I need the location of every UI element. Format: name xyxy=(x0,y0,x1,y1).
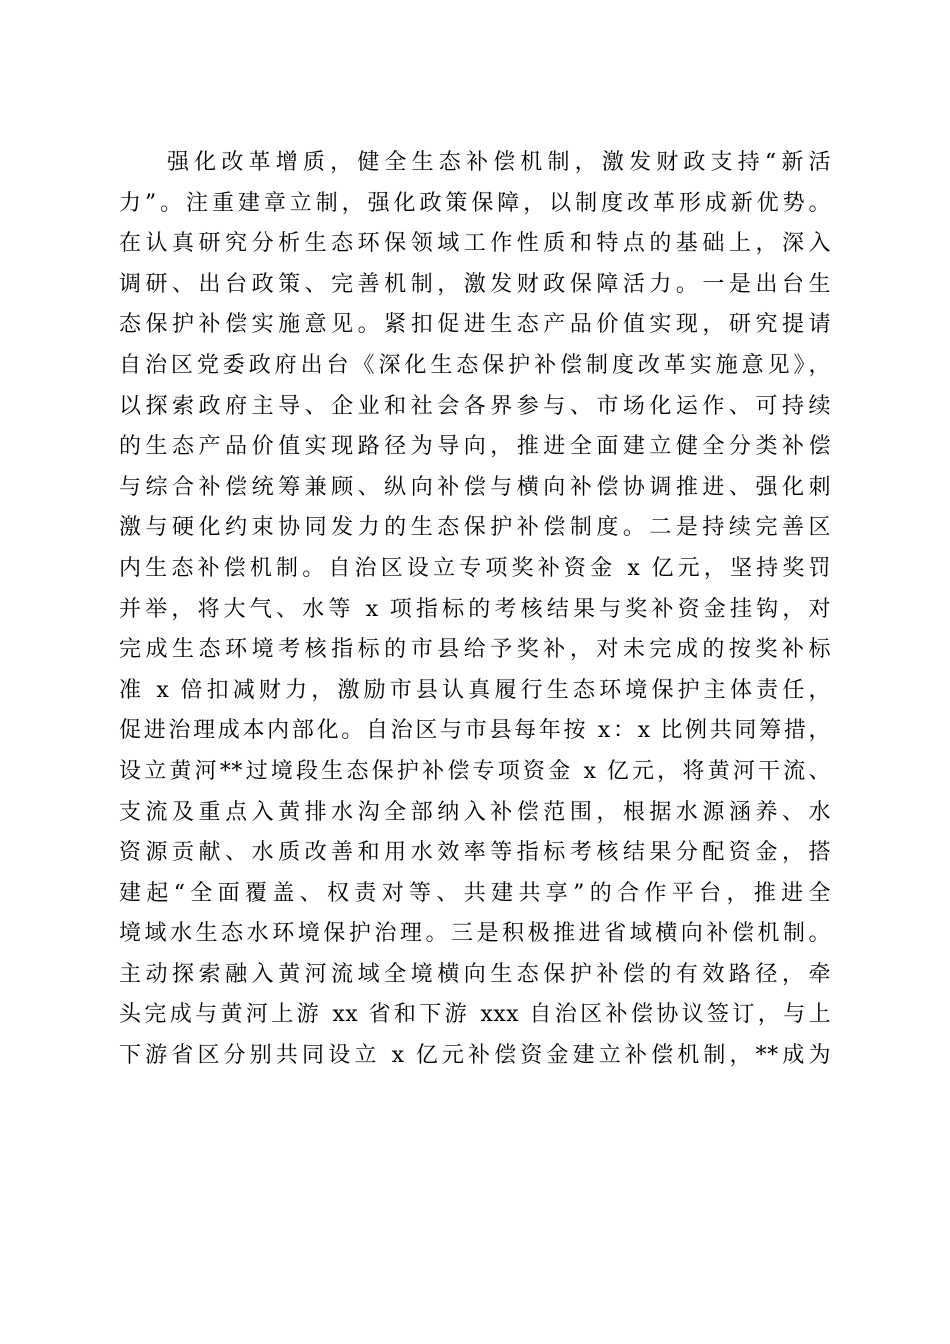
paragraph-line: 力”。注重建章立制，强化政策保障，以制度改革形成新优势。 xyxy=(119,190,831,216)
paragraph-line: 激与硬化约束协同发力的生态保护补偿制度。二是持续完善区 xyxy=(119,515,831,541)
paragraph-line: 强化改革增质，健全生态补偿机制，激发财政支持“新活 xyxy=(167,150,831,175)
paragraph-line: 资源贡献、水质改善和用水效率等指标考核结果分配资金，搭 xyxy=(119,840,831,866)
paragraph-line: 以探索政府主导、企业和社会各界参与、市场化运作、可持续 xyxy=(119,393,831,419)
paragraph-line: 主动探索融入黄河流域全境横向生态保护补偿的有效路径，牵 xyxy=(119,961,831,987)
paragraph-line: 自治区党委政府出台《深化生态保护补偿制度改革实施意见》， xyxy=(119,352,831,378)
paragraph-line: 头完成与黄河上游 xx 省和下游 xxx 自治区补偿协议签订，与上 xyxy=(119,1002,831,1028)
paragraph-line: 设立黄河**过境段生态保护补偿专项资金 x 亿元，将黄河干流、 xyxy=(119,758,831,784)
paragraph-line: 内生态补偿机制。自治区设立专项奖补资金 x 亿元，坚持奖罚 xyxy=(119,555,831,581)
paragraph-line: 完成生态环境考核指标的市县给予奖补，对未完成的按奖补标 xyxy=(119,637,831,663)
paragraph-line: 在认真研究分析生态环保领域工作性质和特点的基础上，深入 xyxy=(119,231,831,257)
paragraph-line: 态保护补偿实施意见。紧扣促进生态产品价值实现，研究提请 xyxy=(119,312,831,338)
paragraph-line: 调研、出台政策、完善机制，激发财政保障活力。一是出台生 xyxy=(119,271,831,297)
paragraph-line: 建起“全面覆盖、权责对等、共建共享”的合作平台，推进全 xyxy=(119,880,831,906)
paragraph-line: 的生态产品价值实现路径为导向，推进全面建立健全分类补偿 xyxy=(119,434,831,460)
paragraph-line: 境域水生态水环境保护治理。三是积极推进省域横向补偿机制。 xyxy=(119,921,831,947)
paragraph-line: 支流及重点入黄排水沟全部纳入补偿范围，根据水源涵养、水 xyxy=(119,799,831,825)
paragraph-line: 与综合补偿统筹兼顾、纵向补偿与横向补偿协调推进、强化刺 xyxy=(119,474,831,500)
body-paragraph xyxy=(119,143,831,1077)
paragraph-line: 促进治理成本内部化。自治区与市县每年按 x：x 比例共同筹措， xyxy=(119,718,831,744)
paragraph-line: 准 x 倍扣减财力，激励市县认真履行生态环境保护主体责任， xyxy=(119,677,831,703)
paragraph-line: 下游省区分别共同设立 x 亿元补偿资金建立补偿机制，**成为 xyxy=(119,1043,831,1069)
paragraph-line: 并举，将大气、水等 x 项指标的考核结果与奖补资金挂钩，对 xyxy=(119,596,831,622)
